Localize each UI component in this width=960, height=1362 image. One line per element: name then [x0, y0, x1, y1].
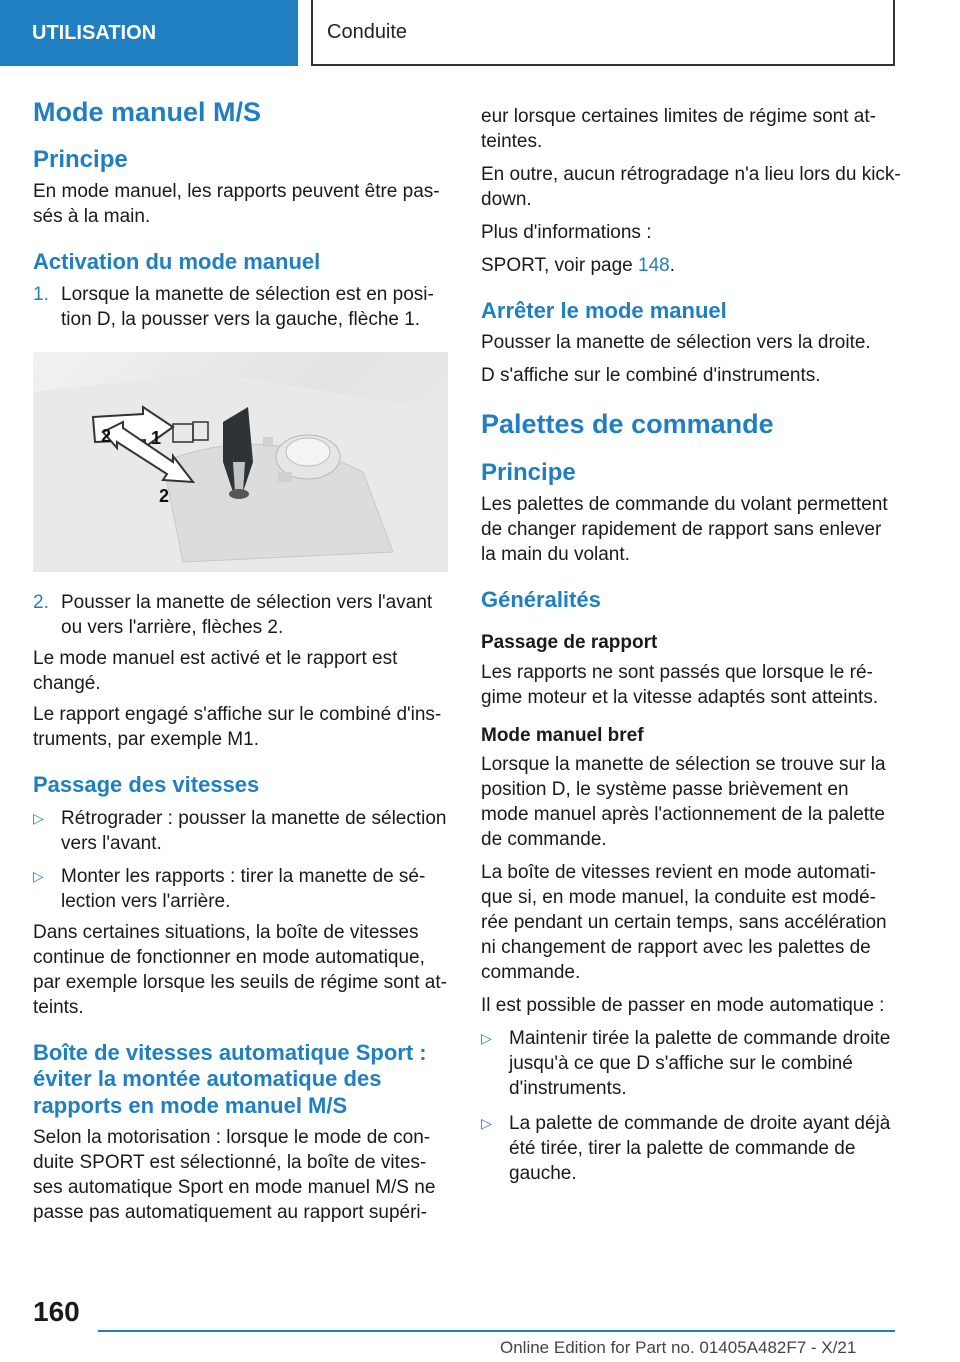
triangle-right-icon: ▷ [33, 809, 44, 826]
footer-edition: Online Edition for Part no. 01405A482F7 - X/21 [500, 1338, 857, 1357]
paragraph: Le mode manuel est activé et le rapport est changé. [33, 647, 398, 694]
page-title: Mode manuel M/S [33, 97, 262, 127]
paragraph: Les palettes de commande du volant permettent de changer rapidement de rapport sans enlever la main du volant. [481, 493, 888, 565]
section-label: UTILISATION [32, 21, 157, 44]
gear-selector-figure [33, 352, 448, 572]
heading-generalites: Généralités [481, 586, 601, 612]
chapter-header [311, 0, 895, 66]
heading-activation: Activation du mode manuel [33, 249, 321, 275]
paragraph: Dans certaines situations, la boîte de vitesses continue de fonctionner en mode automatique, par exemple lorsque les seuils de régime sont at-teints. [33, 921, 447, 1018]
heading-arreter: Arrêter le mode manuel [481, 298, 727, 323]
section-tab[interactable] [0, 0, 298, 66]
ref-text: SPORT, voir page [481, 255, 639, 276]
subheading-mode-manuel-bref: Mode manuel bref [481, 724, 644, 746]
heading-boite-sport: Boîte de vitesses automatique Sport : éviter la montée automatique des rapports en mode manuel M/S [33, 1039, 427, 1118]
paragraph: En outre, aucun rétrogradage n'a lieu lors du kick-down. [481, 164, 901, 210]
heading-principe: Principe [33, 146, 128, 174]
step-text: Pousser la manette de sélection vers l'avant ou vers l'arrière, flèches 2. [61, 591, 433, 638]
bullet-text: Rétrograder : pousser la manette de sélection vers l'avant. [61, 807, 447, 854]
paragraph: D s'affiche sur le combiné d'instruments. [481, 365, 821, 387]
paragraph: Lorsque la manette de sélection se trouve sur la position D, le système passe brièvement en mode manuel après l'actionnement de la palette de commande. [481, 754, 886, 851]
principe-text: En mode manuel, les rapports peuvent être pas-sés à la main. [33, 181, 440, 228]
page-number: 160 [33, 1296, 80, 1327]
figure-label-1: 1 [151, 427, 162, 448]
heading-principe-right: Principe [481, 458, 576, 486]
bullet-item [33, 806, 448, 856]
bullet-text: Maintenir tirée la palette de commande droite jusqu'à ce que D s'affiche sur le combiné d'instruments. [509, 1028, 891, 1100]
step-number: 1. [33, 283, 49, 305]
paragraph-page-ref [481, 253, 901, 278]
gear-selector-illustration [33, 352, 448, 572]
triangle-right-icon: ▷ [481, 1030, 492, 1047]
step-1 [33, 282, 448, 332]
bullet-item [481, 1026, 901, 1101]
figure-label-2-top: 2 [101, 425, 112, 446]
step-2 [33, 590, 448, 640]
paragraph: La boîte de vitesses revient en mode automati-que si, en mode manuel, la conduite est modé-rée pendant un certain temps, sans accélération ni changement de rapport avec les palettes de commande. [481, 862, 887, 984]
right-column [481, 104, 901, 1186]
heading-palettes: Palettes de commande [481, 409, 774, 440]
paragraph: Les rapports ne sont passés que lorsque le ré-gime moteur et la vitesse adaptés sont atteints. [481, 661, 879, 708]
triangle-right-icon: ▷ [33, 867, 44, 884]
step-text: Lorsque la manette de sélection est en posi-tion D, la pousser vers la gauche, flèche 1. [61, 283, 434, 330]
paragraph: Pousser la manette de sélection vers la droite. [481, 332, 871, 354]
bullet-text: La palette de commande de droite ayant déjà été tirée, tirer la palette de commande de gauche. [509, 1113, 891, 1185]
figure-label-2-bottom: 2 [159, 485, 170, 506]
bullet-text: Monter les rapports : tirer la manette de sé-lection vers l'arrière. [61, 865, 426, 912]
ref-end: . [669, 255, 675, 276]
left-column [33, 96, 448, 1225]
bullet-item [33, 864, 448, 914]
triangle-right-icon: ▷ [481, 1115, 492, 1132]
paragraph: Selon la motorisation : lorsque le mode de con-duite SPORT est sélectionné, la boîte de vites-ses automatique Sport en mode manuel M/S ne passe pas automatiquement au rapport supéri- [33, 1127, 436, 1224]
heading-passage-vitesses: Passage des vitesses [33, 771, 260, 797]
chapter-label: Conduite [327, 20, 408, 43]
paragraph: Il est possible de passer en mode automatique : [481, 995, 885, 1017]
footer-divider [98, 1330, 895, 1332]
paragraph: eur lorsque certaines limites de régime sont at-teintes. [481, 106, 876, 152]
subheading-passage-rapport: Passage de rapport [481, 631, 658, 653]
paragraph: Plus d'informations : [481, 222, 652, 243]
page-link[interactable]: 148 [638, 255, 670, 276]
bullet-item [481, 1111, 901, 1186]
paragraph: Le rapport engagé s'affiche sur le combiné d'ins-truments, par exemple M1. [33, 703, 442, 750]
step-number: 2. [33, 591, 49, 613]
